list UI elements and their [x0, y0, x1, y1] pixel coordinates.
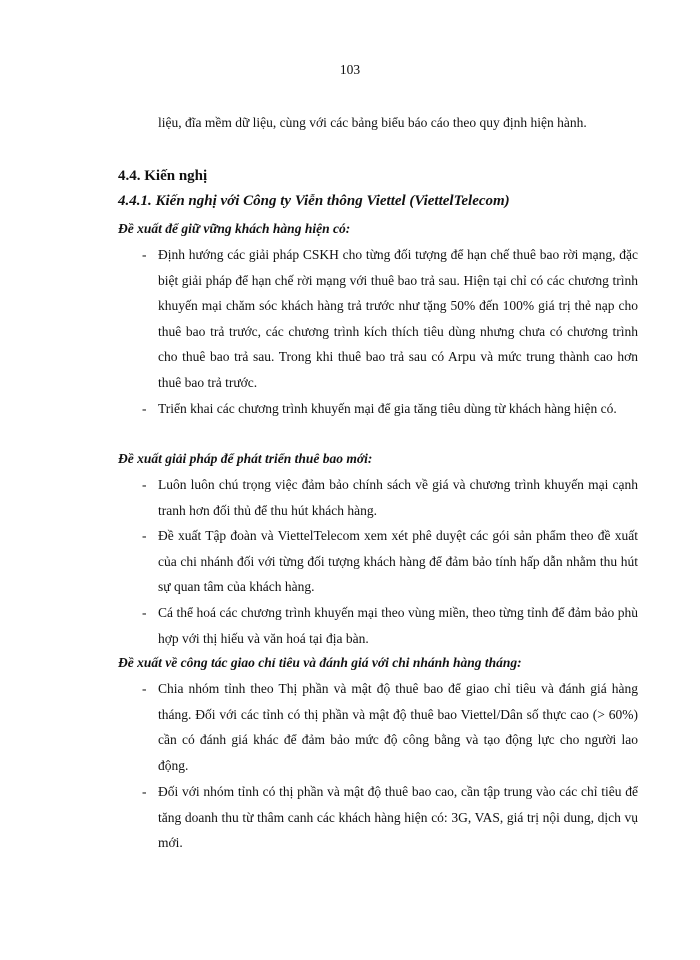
- dash-bullet: -: [142, 477, 147, 492]
- list-item-text: Cá thể hoá các chương trình khuyến mại theo vùng miền, theo từng tỉnh để đảm bảo phù hợp với thị hiếu và văn hoá tại địa bàn.: [158, 605, 638, 646]
- list-item: [118, 242, 638, 395]
- dash-bullet: -: [142, 605, 147, 620]
- intro-paragraph: liệu, đĩa mềm dữ liệu, cùng với các bảng biểu báo cáo theo quy định hiện hành.: [158, 115, 587, 130]
- group-heading-new-subscribers: Đề xuất giải pháp để phát triển thuê bao mới:: [118, 451, 373, 466]
- list-item: [118, 396, 638, 422]
- dash-bullet: -: [142, 681, 147, 696]
- page-number: 103: [339, 62, 361, 77]
- list-item-text: Đề xuất Tập đoàn và ViettelTelecom xem xét phê duyệt các gói sản phẩm theo đề xuất của chi nhánh đối với từng đối tượng khách hàng để đảm bảo tính hấp dẫn nhằm thu hút sự quan tâm của khách hàng.: [158, 528, 638, 594]
- subsection-heading: 4.4.1. Kiến nghị với Công ty Viễn thông Viettel (ViettelTelecom): [118, 193, 510, 209]
- list-item-text: Chia nhóm tỉnh theo Thị phần và mật độ thuê bao để giao chỉ tiêu và đánh giá hàng tháng. Đối với các tỉnh có thị phần và mật độ thuê bao Viettel/Dân số thực cao (> 60%) cần có đánh giá khác để đảm bảo mức độ công bằng và tạo động lực cho người lao động.: [158, 681, 638, 773]
- group-heading-targets-evaluation: Đề xuất về công tác giao chỉ tiêu và đánh giá với chi nhánh hàng tháng:: [118, 655, 522, 670]
- list-item-text: Đối với nhóm tỉnh có thị phần và mật độ thuê bao cao, cần tập trung vào các chỉ tiêu để tăng doanh thu từ thâm canh các khách hàng hiện có: 3G, VAS, giá trị nội dung, dịch vụ mới.: [158, 784, 638, 850]
- list-item-text: Luôn luôn chú trọng việc đảm bảo chính sách về giá và chương trình khuyến mại cạnh tranh hơn đối thủ để thu hút khách hàng.: [158, 477, 638, 518]
- dash-bullet: -: [142, 784, 147, 799]
- dash-bullet: -: [142, 247, 147, 262]
- list-item-text: Triển khai các chương trình khuyến mại để gia tăng tiêu dùng từ khách hàng hiện có.: [158, 401, 617, 416]
- list-item: [118, 676, 638, 778]
- dash-bullet: -: [142, 528, 147, 543]
- section-heading: 4.4. Kiến nghị: [118, 168, 208, 184]
- list-item: [118, 523, 638, 600]
- list-item: [118, 779, 638, 856]
- list-item: [118, 472, 638, 523]
- group-heading-retain-customers: Đề xuất để giữ vững khách hàng hiện có:: [118, 221, 351, 236]
- dash-bullet: -: [142, 401, 147, 416]
- list-item: [118, 600, 638, 651]
- list-item-text: Định hướng các giải pháp CSKH cho từng đối tượng để hạn chế thuê bao rời mạng, đặc biệt giải pháp để hạn chế rời mạng với thuê bao trả sau. Hiện tại chỉ có các chương trình khuyến mại chăm sóc khách hàng trả trước như tặng 50% đến 100% giá trị thẻ nạp cho thuê bao trả trước, các chương trình kích thích tiêu dùng nhưng chưa có chương trình cho thuê bao trả sau. Trong khi thuê bao trả sau có Arpu và mức trung thành cao hơn thuê bao trả trước.: [158, 247, 638, 390]
